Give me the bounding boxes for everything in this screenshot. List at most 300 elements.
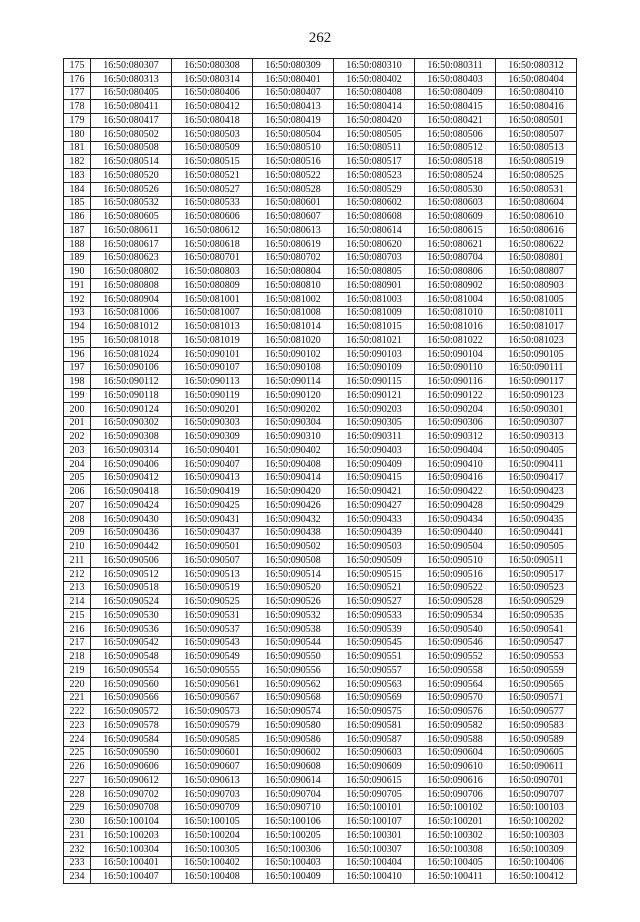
cadastral-number-cell: 16:50:090120: [253, 389, 334, 403]
cadastral-number-cell: 16:50:100308: [415, 842, 496, 856]
cadastral-number-cell: 16:50:090543: [172, 636, 253, 650]
cadastral-number-cell: 16:50:080511: [334, 141, 415, 155]
cadastral-number-cell: 16:50:090432: [253, 512, 334, 526]
cadastral-number-cell: 16:50:090436: [91, 526, 172, 540]
row-number-cell: 223: [64, 719, 91, 733]
row-number-cell: 227: [64, 774, 91, 788]
cadastral-number-cell: 16:50:081019: [172, 334, 253, 348]
cadastral-number-cell: 16:50:080402: [334, 72, 415, 86]
row-number-cell: 180: [64, 127, 91, 141]
cadastral-number-cell: 16:50:080520: [91, 169, 172, 183]
row-number-cell: 228: [64, 787, 91, 801]
cadastral-number-cell: 16:50:100104: [91, 815, 172, 829]
table-row: [64, 554, 577, 568]
cadastral-number-cell: 16:50:090428: [415, 499, 496, 513]
cadastral-number-cell: 16:50:090121: [334, 389, 415, 403]
cadastral-number-cell: 16:50:090615: [334, 774, 415, 788]
table-row: [64, 86, 577, 100]
cadastral-number-cell: 16:50:090402: [253, 444, 334, 458]
row-number-cell: 213: [64, 581, 91, 595]
row-number-cell: 186: [64, 210, 91, 224]
cadastral-number-cell: 16:50:090608: [253, 760, 334, 774]
cadastral-number-cell: 16:50:090508: [253, 554, 334, 568]
cadastral-number-cell: 16:50:080802: [91, 265, 172, 279]
cadastral-number-cell: 16:50:090530: [91, 609, 172, 623]
cadastral-number-cell: 16:50:090575: [334, 705, 415, 719]
cadastral-number-cell: 16:50:090612: [91, 774, 172, 788]
cadastral-number-cell: 16:50:090515: [334, 567, 415, 581]
table-row: [64, 512, 577, 526]
cadastral-number-cell: 16:50:090587: [334, 732, 415, 746]
cadastral-number-cell: 16:50:090113: [172, 375, 253, 389]
cadastral-number-cell: 16:50:090441: [496, 526, 577, 540]
cadastral-number-cell: 16:50:080702: [253, 251, 334, 265]
cadastral-number-cell: 16:50:090549: [172, 650, 253, 664]
cadastral-number-cell: 16:50:100105: [172, 815, 253, 829]
cadastral-number-cell: 16:50:080608: [334, 210, 415, 224]
cadastral-number-cell: 16:50:090418: [91, 485, 172, 499]
cadastral-number-cell: 16:50:090563: [334, 677, 415, 691]
table-row: [64, 72, 577, 86]
row-number-cell: 212: [64, 567, 91, 581]
cadastral-number-cell: 16:50:090415: [334, 471, 415, 485]
table-row: [64, 416, 577, 430]
row-number-cell: 183: [64, 169, 91, 183]
cadastral-number-cell: 16:50:080501: [496, 114, 577, 128]
page-number: 262: [308, 30, 332, 46]
cadastral-number-cell: 16:50:090536: [91, 622, 172, 636]
table-row: [64, 361, 577, 375]
cadastral-number-cell: 16:50:080513: [496, 141, 577, 155]
cadastral-number-cell: 16:50:090314: [91, 444, 172, 458]
cadastral-number-cell: 16:50:080418: [172, 114, 253, 128]
cadastral-number-cell: 16:50:080810: [253, 279, 334, 293]
cadastral-number-cell: 16:50:090573: [172, 705, 253, 719]
cadastral-number-cell: 16:50:080409: [415, 86, 496, 100]
cadastral-number-cell: 16:50:080313: [91, 72, 172, 86]
cadastral-number-cell: 16:50:090605: [496, 746, 577, 760]
table-row: [64, 402, 577, 416]
cadastral-number-cell: 16:50:090590: [91, 746, 172, 760]
cadastral-number-cell: 16:50:100403: [253, 856, 334, 870]
cadastral-number-cell: 16:50:090550: [253, 650, 334, 664]
table-row: [64, 347, 577, 361]
row-number-cell: 208: [64, 512, 91, 526]
cadastral-number-cell: 16:50:090413: [172, 471, 253, 485]
cadastral-number-cell: 16:50:081022: [415, 334, 496, 348]
cadastral-number-cell: 16:50:080618: [172, 237, 253, 251]
table-row: [64, 471, 577, 485]
row-number-cell: 232: [64, 842, 91, 856]
cadastral-number-cell: 16:50:090110: [415, 361, 496, 375]
cadastral-number-cell: 16:50:090417: [496, 471, 577, 485]
cadastral-number-cell: 16:50:090108: [253, 361, 334, 375]
cadastral-number-cell: 16:50:090566: [91, 691, 172, 705]
table-row: [64, 815, 577, 829]
cadastral-number-cell: 16:50:090102: [253, 347, 334, 361]
cadastral-number-cell: 16:50:090708: [91, 801, 172, 815]
row-number-cell: 200: [64, 402, 91, 416]
cadastral-number-cell: 16:50:080507: [496, 127, 577, 141]
cadastral-number-cell: 16:50:090104: [415, 347, 496, 361]
cadastral-number-cell: 16:50:081015: [334, 320, 415, 334]
cadastral-number-cell: 16:50:080410: [496, 86, 577, 100]
cadastral-number-table: [63, 58, 577, 884]
cadastral-number-cell: 16:50:080408: [334, 86, 415, 100]
cadastral-number-cell: 16:50:090512: [91, 567, 172, 581]
table-row: [64, 595, 577, 609]
row-number-cell: 229: [64, 801, 91, 815]
cadastral-number-cell: 16:50:090308: [91, 430, 172, 444]
cadastral-number-cell: 16:50:090532: [253, 609, 334, 623]
row-number-cell: 193: [64, 306, 91, 320]
cadastral-number-cell: 16:50:090426: [253, 499, 334, 513]
table-row: [64, 691, 577, 705]
cadastral-number-cell: 16:50:081023: [496, 334, 577, 348]
cadastral-number-cell: 16:50:090507: [172, 554, 253, 568]
cadastral-number-cell: 16:50:080801: [496, 251, 577, 265]
cadastral-number-cell: 16:50:090101: [172, 347, 253, 361]
cadastral-number-cell: 16:50:100306: [253, 842, 334, 856]
cadastral-number-cell: 16:50:090438: [253, 526, 334, 540]
cadastral-number-cell: 16:50:090538: [253, 622, 334, 636]
cadastral-number-cell: 16:50:090551: [334, 650, 415, 664]
cadastral-number-cell: 16:50:090602: [253, 746, 334, 760]
cadastral-number-cell: 16:50:100409: [253, 870, 334, 884]
row-number-cell: 214: [64, 595, 91, 609]
cadastral-number-cell: 16:50:080517: [334, 155, 415, 169]
cadastral-number-cell: 16:50:090576: [415, 705, 496, 719]
table-row: [64, 581, 577, 595]
cadastral-number-cell: 16:50:080617: [91, 237, 172, 251]
cadastral-number-cell: 16:50:080529: [334, 182, 415, 196]
table-row: [64, 127, 577, 141]
cadastral-number-cell: 16:50:080609: [415, 210, 496, 224]
cadastral-number-cell: 16:50:090412: [91, 471, 172, 485]
row-number-cell: 222: [64, 705, 91, 719]
cadastral-number-cell: 16:50:090429: [496, 499, 577, 513]
table-row: [64, 842, 577, 856]
cadastral-number-cell: 16:50:080502: [91, 127, 172, 141]
table-row: [64, 210, 577, 224]
cadastral-number-cell: 16:50:100302: [415, 829, 496, 843]
cadastral-number-cell: 16:50:090511: [496, 554, 577, 568]
cadastral-number-cell: 16:50:100407: [91, 870, 172, 884]
table-row: [64, 650, 577, 664]
table-row: [64, 677, 577, 691]
cadastral-number-cell: 16:50:080508: [91, 141, 172, 155]
cadastral-number-cell: 16:50:090707: [496, 787, 577, 801]
cadastral-number-cell: 16:50:090541: [496, 622, 577, 636]
cadastral-number-cell: 16:50:080532: [91, 196, 172, 210]
cadastral-number-cell: 16:50:080901: [334, 279, 415, 293]
cadastral-number-cell: 16:50:100201: [415, 815, 496, 829]
row-number-cell: 188: [64, 237, 91, 251]
cadastral-number-cell: 16:50:080407: [253, 86, 334, 100]
cadastral-number-cell: 16:50:090559: [496, 664, 577, 678]
row-number-cell: 197: [64, 361, 91, 375]
cadastral-number-cell: 16:50:090580: [253, 719, 334, 733]
cadastral-number-cell: 16:50:090513: [172, 567, 253, 581]
cadastral-number-cell: 16:50:080403: [415, 72, 496, 86]
cadastral-number-cell: 16:50:080607: [253, 210, 334, 224]
table-row: [64, 760, 577, 774]
row-number-cell: 217: [64, 636, 91, 650]
cadastral-number-cell: 16:50:090431: [172, 512, 253, 526]
cadastral-number-cell: 16:50:090531: [172, 609, 253, 623]
row-number-cell: 181: [64, 141, 91, 155]
cadastral-number-cell: 16:50:090420: [253, 485, 334, 499]
cadastral-number-cell: 16:50:080807: [496, 265, 577, 279]
cadastral-number-cell: 16:50:081024: [91, 347, 172, 361]
row-number-cell: 219: [64, 664, 91, 678]
cadastral-number-cell: 16:50:090510: [415, 554, 496, 568]
cadastral-number-cell: 16:50:081020: [253, 334, 334, 348]
cadastral-number-cell: 16:50:090408: [253, 457, 334, 471]
row-number-cell: 175: [64, 59, 91, 73]
cadastral-number-cell: 16:50:090561: [172, 677, 253, 691]
table-row: [64, 856, 577, 870]
cadastral-number-cell: 16:50:081013: [172, 320, 253, 334]
cadastral-number-cell: 16:50:090503: [334, 540, 415, 554]
cadastral-number-cell: 16:50:090514: [253, 567, 334, 581]
cadastral-number-cell: 16:50:090416: [415, 471, 496, 485]
row-number-cell: 189: [64, 251, 91, 265]
cadastral-number-cell: 16:50:080523: [334, 169, 415, 183]
cadastral-number-cell: 16:50:080533: [172, 196, 253, 210]
cadastral-number-cell: 16:50:080524: [415, 169, 496, 183]
table-row: [64, 567, 577, 581]
cadastral-number-cell: 16:50:080613: [253, 224, 334, 238]
cadastral-number-cell: 16:50:080601: [253, 196, 334, 210]
cadastral-number-cell: 16:50:080522: [253, 169, 334, 183]
cadastral-number-cell: 16:50:080611: [91, 224, 172, 238]
row-number-cell: 211: [64, 554, 91, 568]
cadastral-number-cell: 16:50:090544: [253, 636, 334, 650]
cadastral-number-cell: 16:50:080620: [334, 237, 415, 251]
row-number-cell: 179: [64, 114, 91, 128]
cadastral-number-cell: 16:50:090202: [253, 402, 334, 416]
cadastral-number-cell: 16:50:080401: [253, 72, 334, 86]
cadastral-number-cell: 16:50:090702: [91, 787, 172, 801]
table-row: [64, 320, 577, 334]
cadastral-number-cell: 16:50:100304: [91, 842, 172, 856]
cadastral-number-cell: 16:50:090502: [253, 540, 334, 554]
cadastral-number-cell: 16:50:080606: [172, 210, 253, 224]
cadastral-number-cell: 16:50:100402: [172, 856, 253, 870]
cadastral-number-cell: 16:50:080312: [496, 59, 577, 73]
row-number-cell: 184: [64, 182, 91, 196]
cadastral-number-cell: 16:50:090529: [496, 595, 577, 609]
cadastral-number-cell: 16:50:100408: [172, 870, 253, 884]
cadastral-number-cell: 16:50:080528: [253, 182, 334, 196]
cadastral-number-cell: 16:50:090525: [172, 595, 253, 609]
cadastral-number-cell: 16:50:090403: [334, 444, 415, 458]
cadastral-number-cell: 16:50:090114: [253, 375, 334, 389]
row-number-cell: 199: [64, 389, 91, 403]
cadastral-number-cell: 16:50:100401: [91, 856, 172, 870]
cadastral-number-cell: 16:50:100102: [415, 801, 496, 815]
cadastral-number-cell: 16:50:090569: [334, 691, 415, 705]
cadastral-number-cell: 16:50:090519: [172, 581, 253, 595]
row-number-cell: 234: [64, 870, 91, 884]
cadastral-number-cell: 16:50:100103: [496, 801, 577, 815]
cadastral-number-cell: 16:50:090522: [415, 581, 496, 595]
cadastral-number-cell: 16:50:090115: [334, 375, 415, 389]
cadastral-number-cell: 16:50:090414: [253, 471, 334, 485]
cadastral-number-cell: 16:50:090582: [415, 719, 496, 733]
cadastral-number-cell: 16:50:090442: [91, 540, 172, 554]
table-row: [64, 155, 577, 169]
cadastral-number-cell: 16:50:100406: [496, 856, 577, 870]
row-number-cell: 224: [64, 732, 91, 746]
table-row: [64, 609, 577, 623]
row-number-cell: 194: [64, 320, 91, 334]
cadastral-number-cell: 16:50:090571: [496, 691, 577, 705]
table-row: [64, 279, 577, 293]
cadastral-number-cell: 16:50:090528: [415, 595, 496, 609]
cadastral-number-cell: 16:50:081008: [253, 306, 334, 320]
cadastral-number-cell: 16:50:100309: [496, 842, 577, 856]
table-row: [64, 664, 577, 678]
cadastral-number-cell: 16:50:090437: [172, 526, 253, 540]
cadastral-number-cell: 16:50:080803: [172, 265, 253, 279]
cadastral-number-cell: 16:50:090527: [334, 595, 415, 609]
cadastral-number-cell: 16:50:090521: [334, 581, 415, 595]
table-row: [64, 870, 577, 884]
table-row: [64, 787, 577, 801]
table-row: [64, 457, 577, 471]
cadastral-number-cell: 16:50:090548: [91, 650, 172, 664]
cadastral-number-cell: 16:50:100307: [334, 842, 415, 856]
cadastral-number-cell: 16:50:080806: [415, 265, 496, 279]
cadastral-number-cell: 16:50:080614: [334, 224, 415, 238]
cadastral-number-cell: 16:50:080527: [172, 182, 253, 196]
cadastral-number-cell: 16:50:090558: [415, 664, 496, 678]
table-row: [64, 719, 577, 733]
cadastral-number-cell: 16:50:081014: [253, 320, 334, 334]
cadastral-number-cell: 16:50:090307: [496, 416, 577, 430]
row-number-cell: 220: [64, 677, 91, 691]
cadastral-number-cell: 16:50:080704: [415, 251, 496, 265]
cadastral-number-cell: 16:50:090111: [496, 361, 577, 375]
cadastral-number-cell: 16:50:081017: [496, 320, 577, 334]
cadastral-number-cell: 16:50:090703: [172, 787, 253, 801]
row-number-cell: 195: [64, 334, 91, 348]
cadastral-number-cell: 16:50:090124: [91, 402, 172, 416]
row-number-cell: 202: [64, 430, 91, 444]
cadastral-number-cell: 16:50:080610: [496, 210, 577, 224]
table-row: [64, 196, 577, 210]
cadastral-number-cell: 16:50:100204: [172, 829, 253, 843]
cadastral-number-cell: 16:50:090518: [91, 581, 172, 595]
cadastral-number-cell: 16:50:080804: [253, 265, 334, 279]
row-number-cell: 230: [64, 815, 91, 829]
cadastral-number-cell: 16:50:090401: [172, 444, 253, 458]
cadastral-number-cell: 16:50:080419: [253, 114, 334, 128]
cadastral-number-cell: 16:50:080622: [496, 237, 577, 251]
cadastral-number-cell: 16:50:090118: [91, 389, 172, 403]
cadastral-number-cell: 16:50:090616: [415, 774, 496, 788]
cadastral-number-cell: 16:50:090423: [496, 485, 577, 499]
cadastral-number-cell: 16:50:090562: [253, 677, 334, 691]
table-row: [64, 829, 577, 843]
cadastral-number-cell: 16:50:090434: [415, 512, 496, 526]
cadastral-number-cell: 16:50:090610: [415, 760, 496, 774]
cadastral-number-cell: 16:50:090309: [172, 430, 253, 444]
cadastral-number-cell: 16:50:090523: [496, 581, 577, 595]
cadastral-number-cell: 16:50:080405: [91, 86, 172, 100]
cadastral-number-cell: 16:50:090552: [415, 650, 496, 664]
cadastral-number-cell: 16:50:090606: [91, 760, 172, 774]
cadastral-number-cell: 16:50:080621: [415, 237, 496, 251]
cadastral-number-cell: 16:50:080902: [415, 279, 496, 293]
cadastral-number-cell: 16:50:090533: [334, 609, 415, 623]
cadastral-number-cell: 16:50:090440: [415, 526, 496, 540]
cadastral-number-cell: 16:50:090706: [415, 787, 496, 801]
cadastral-number-cell: 16:50:080414: [334, 100, 415, 114]
cadastral-number-cell: 16:50:100301: [334, 829, 415, 843]
cadastral-number-cell: 16:50:090406: [91, 457, 172, 471]
row-number-cell: 231: [64, 829, 91, 843]
cadastral-number-cell: 16:50:080703: [334, 251, 415, 265]
cadastral-number-cell: 16:50:081009: [334, 306, 415, 320]
cadastral-number-cell: 16:50:090581: [334, 719, 415, 733]
row-number-cell: 210: [64, 540, 91, 554]
row-number-cell: 218: [64, 650, 91, 664]
cadastral-number-cell: 16:50:090204: [415, 402, 496, 416]
cadastral-number-cell: 16:50:080808: [91, 279, 172, 293]
cadastral-number-cell: 16:50:080421: [415, 114, 496, 128]
cadastral-number-cell: 16:50:090607: [172, 760, 253, 774]
cadastral-number-cell: 16:50:090421: [334, 485, 415, 499]
cadastral-number-cell: 16:50:090701: [496, 774, 577, 788]
cadastral-number-cell: 16:50:080310: [334, 59, 415, 73]
cadastral-number-cell: 16:50:090439: [334, 526, 415, 540]
table-row: [64, 292, 577, 306]
cadastral-number-cell: 16:50:080612: [172, 224, 253, 238]
table-row: [64, 182, 577, 196]
table-row: [64, 622, 577, 636]
cadastral-number-cell: 16:50:090572: [91, 705, 172, 719]
table-row: [64, 237, 577, 251]
cadastral-number-cell: 16:50:080307: [91, 59, 172, 73]
cadastral-number-cell: 16:50:090568: [253, 691, 334, 705]
table-row: [64, 801, 577, 815]
cadastral-number-cell: 16:50:081012: [91, 320, 172, 334]
cadastral-number-cell: 16:50:090546: [415, 636, 496, 650]
table-row: [64, 100, 577, 114]
cadastral-number-cell: 16:50:090567: [172, 691, 253, 705]
cadastral-number-cell: 16:50:090609: [334, 760, 415, 774]
table-row: [64, 499, 577, 513]
cadastral-number-cell: 16:50:081001: [172, 292, 253, 306]
cadastral-number-cell: 16:50:080530: [415, 182, 496, 196]
table-row: [64, 485, 577, 499]
cadastral-number-cell: 16:50:080809: [172, 279, 253, 293]
cadastral-number-cell: 16:50:080309: [253, 59, 334, 73]
row-number-cell: 178: [64, 100, 91, 114]
cadastral-number-cell: 16:50:080604: [496, 196, 577, 210]
cadastral-number-cell: 16:50:080515: [172, 155, 253, 169]
cadastral-number-cell: 16:50:081003: [334, 292, 415, 306]
cadastral-number-cell: 16:50:090105: [496, 347, 577, 361]
cadastral-number-cell: 16:50:090506: [91, 554, 172, 568]
cadastral-number-cell: 16:50:100107: [334, 815, 415, 829]
cadastral-number-cell: 16:50:090564: [415, 677, 496, 691]
cadastral-number-cell: 16:50:090117: [496, 375, 577, 389]
cadastral-number-cell: 16:50:100101: [334, 801, 415, 815]
